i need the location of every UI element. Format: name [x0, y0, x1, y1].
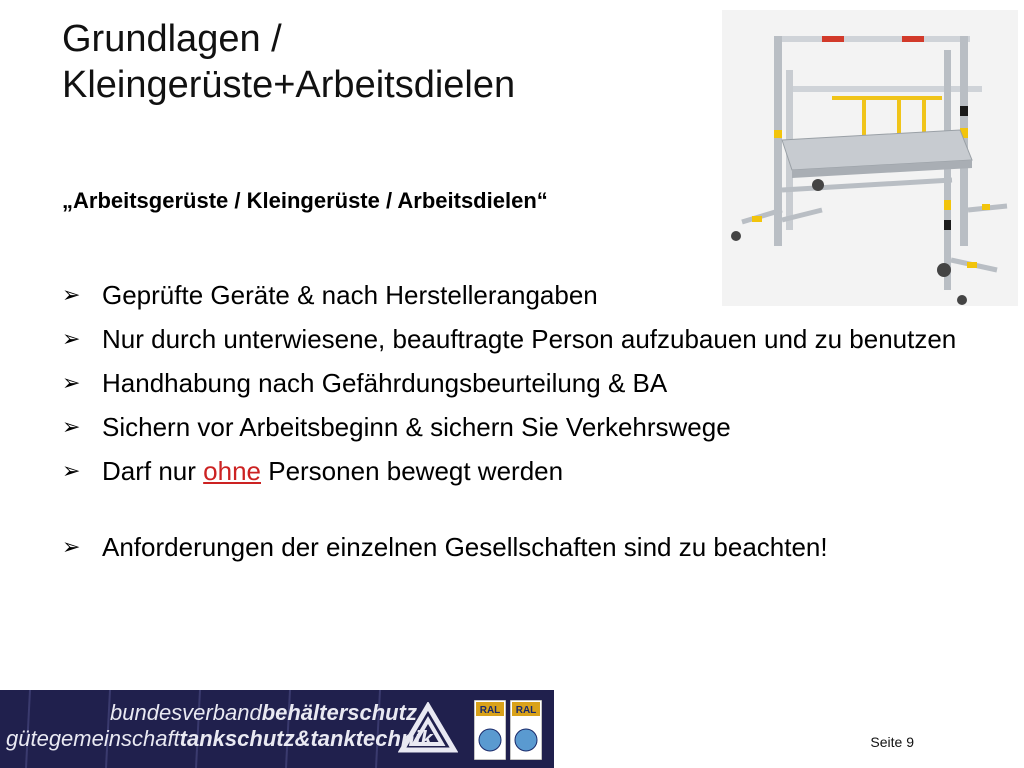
title-line-1: Grundlagen /	[62, 18, 282, 60]
bullet-text: Nur durch unterwiesene, beauftragte Person aufzubauen und zu benutzen	[102, 324, 957, 354]
footer-logo-band	[0, 690, 554, 768]
title-line-2: Kleingerüste+Arbeitsdielen	[62, 64, 516, 106]
arrow-bullet-icon: ➢	[62, 534, 81, 559]
footer-line-1	[110, 700, 417, 726]
footer-line-2-regular: gütegemeinschaft	[6, 726, 180, 751]
bullet-list	[62, 276, 982, 572]
scaffold-photo	[722, 10, 1018, 306]
bullet-item	[62, 452, 982, 490]
bullet-text: Anforderungen der einzelnen Gesellschaften sind zu beachten!	[102, 532, 828, 562]
bullet-text: Sichern vor Arbeitsbeginn & sichern Sie Verkehrswege	[102, 412, 731, 442]
arrow-bullet-icon: ➢	[62, 282, 81, 307]
bullet-text-post: Personen bewegt werden	[261, 456, 564, 486]
triangle-logo-icon	[398, 702, 458, 754]
bullet-item	[62, 320, 982, 358]
arrow-bullet-icon: ➢	[62, 326, 81, 351]
slide-subtitle: „Arbeitsgerüste / Kleingerüste / Arbeitsdielen“	[62, 188, 548, 213]
footer-line-1-regular: bundesverband	[110, 700, 262, 725]
page-number: Seite 9	[870, 734, 914, 750]
arrow-bullet-icon: ➢	[62, 414, 81, 439]
footer-line-2	[6, 726, 433, 752]
ral-seal-icon	[474, 700, 506, 760]
ral-seal-icon	[510, 700, 542, 760]
bullet-text: Geprüfte Geräte & nach Herstellerangaben	[102, 280, 598, 310]
bullet-text: Handhabung nach Gefährdungsbeurteilung & BA	[102, 368, 668, 398]
bullet-text-pre: Darf nur	[102, 456, 204, 486]
svg-text:RAL: RAL	[479, 705, 501, 716]
bullet-item	[62, 528, 982, 566]
bullet-item	[62, 364, 982, 402]
svg-text:RAL: RAL	[515, 705, 537, 716]
bullet-item	[62, 276, 982, 314]
footer-line-2-bold: tankschutz&tanktechnik	[179, 726, 433, 751]
bullet-item	[62, 408, 982, 446]
highlight-ohne: ohne	[203, 456, 261, 486]
footer-line-1-bold: behälterschutz	[261, 700, 417, 725]
arrow-bullet-icon: ➢	[62, 458, 81, 483]
arrow-bullet-icon: ➢	[62, 370, 81, 395]
slide-title	[62, 16, 515, 108]
